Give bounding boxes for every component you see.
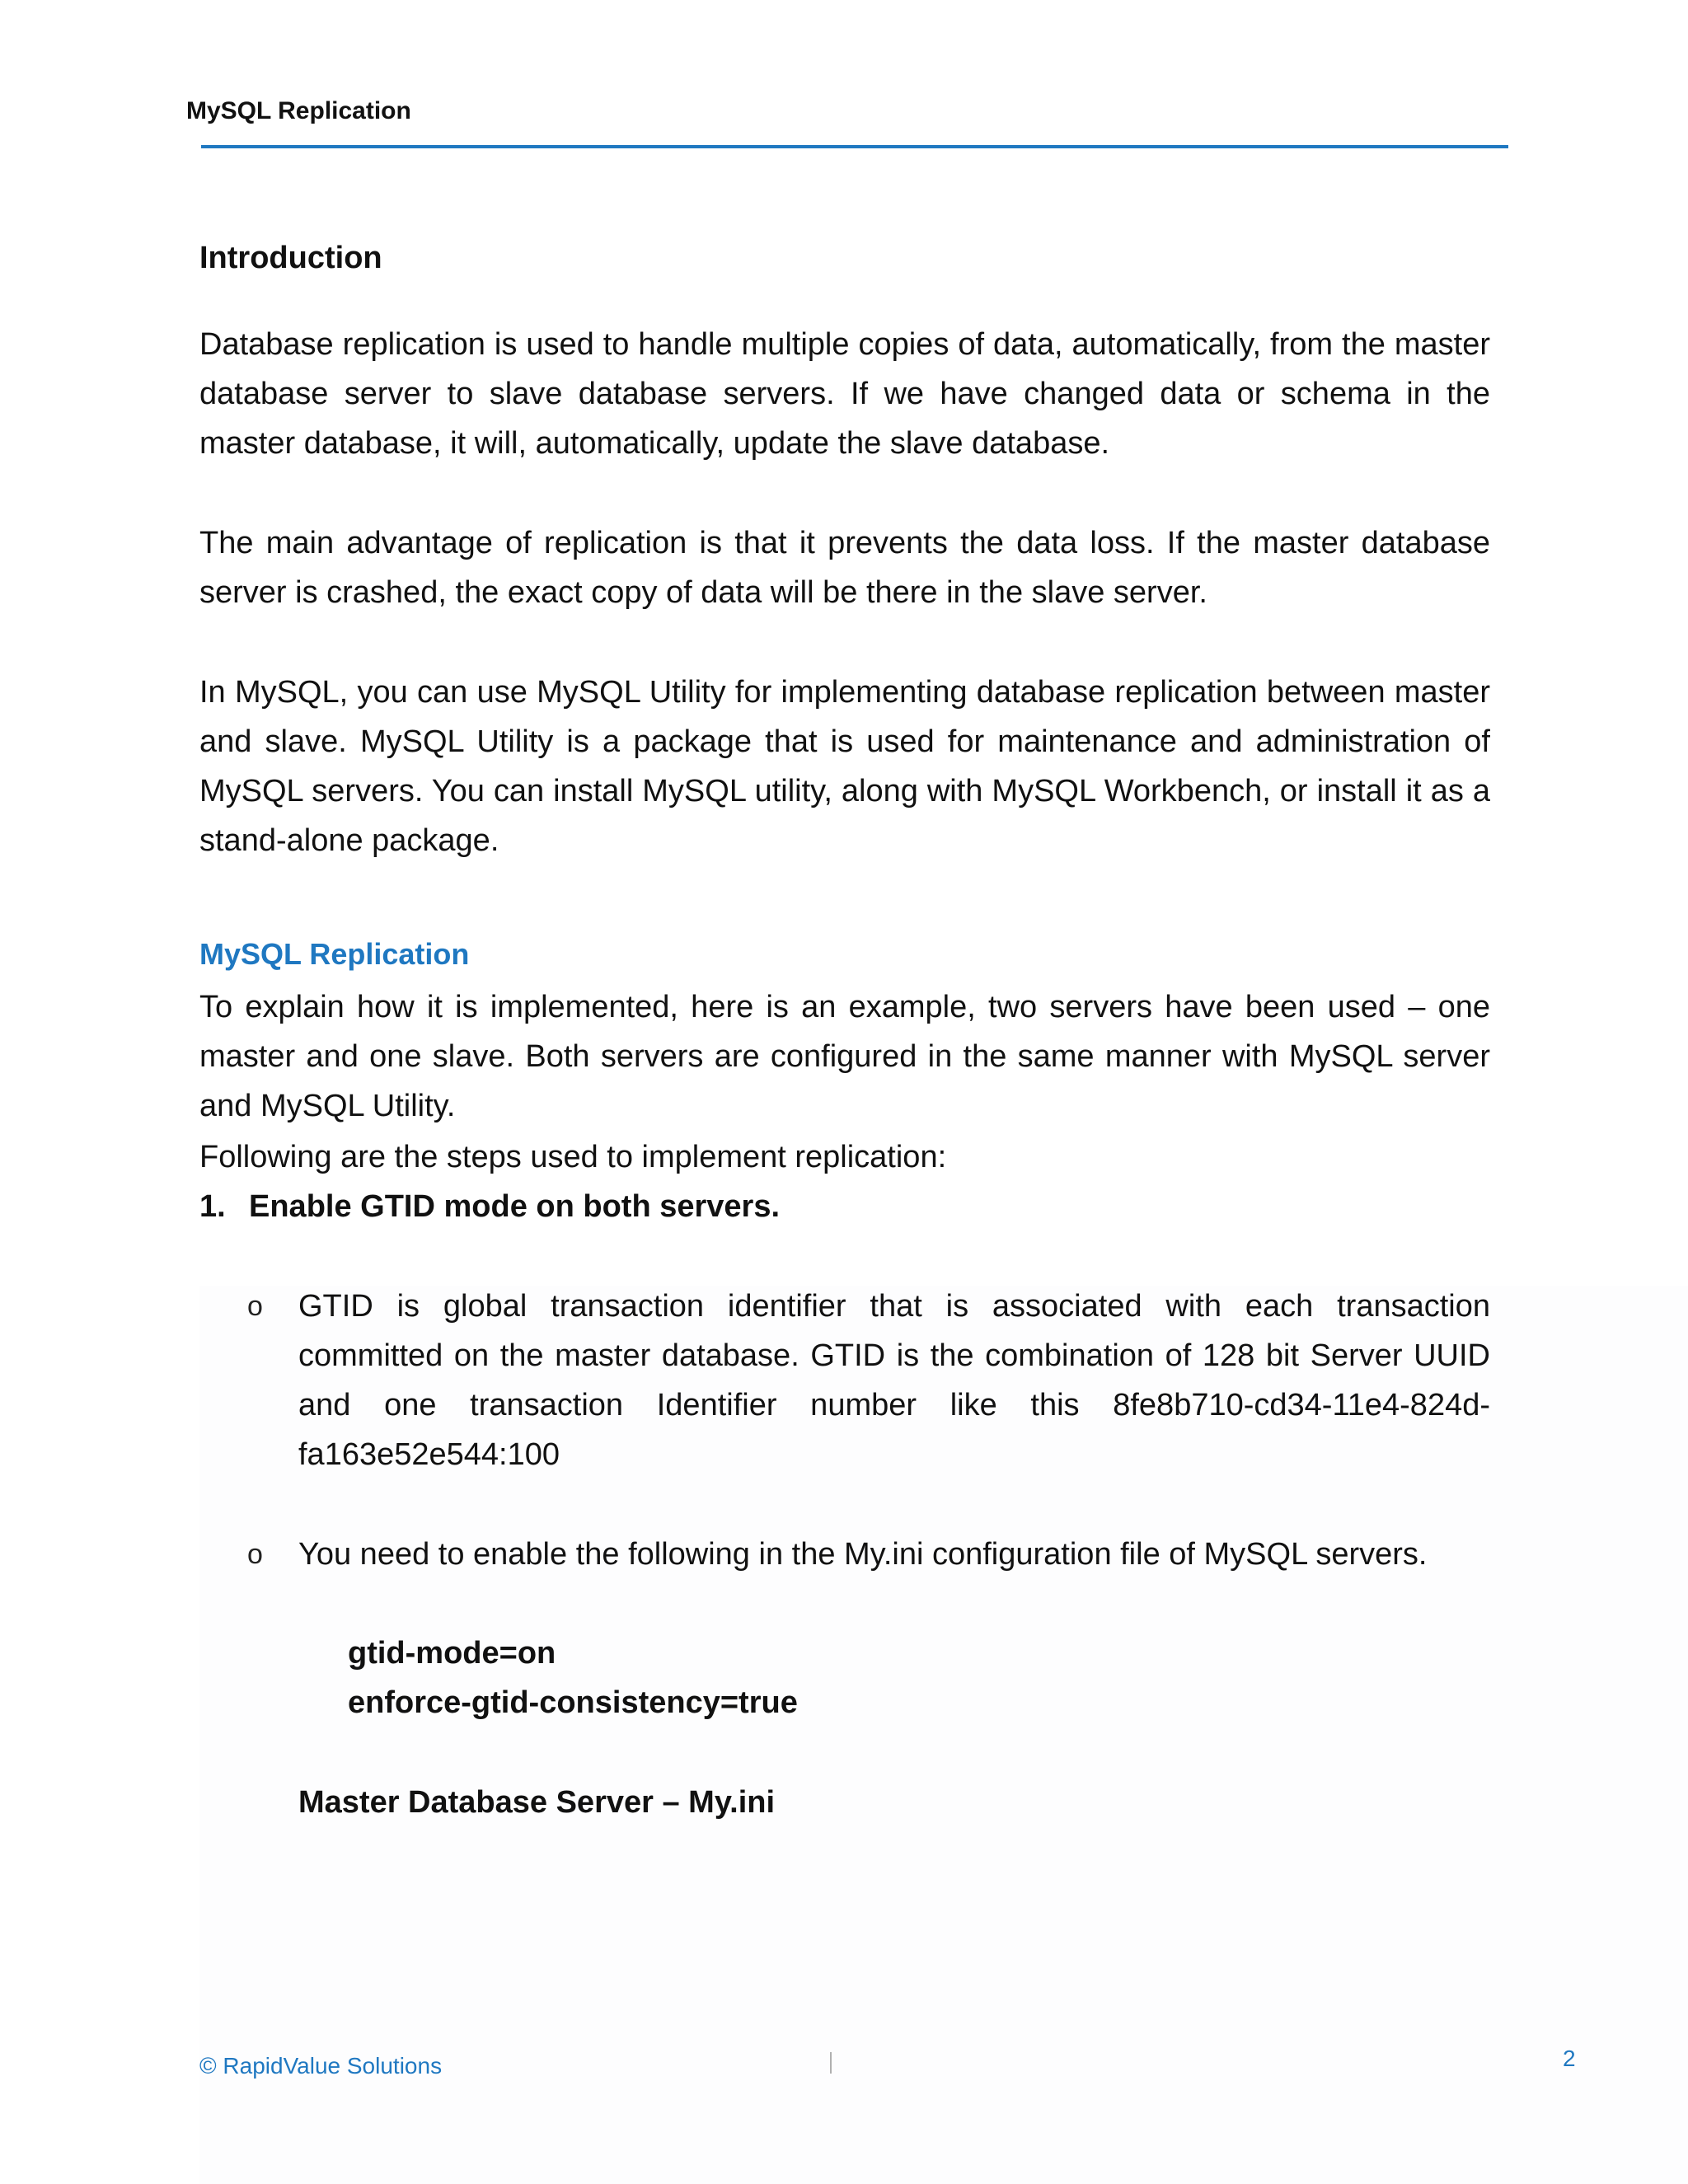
config-line-gtid-mode: gtid-mode=on xyxy=(348,1636,556,1671)
bullet-marker: o xyxy=(247,1539,263,1570)
replication-heading: MySQL Replication xyxy=(199,937,470,971)
steps-intro: Following are the steps used to implement replication: xyxy=(199,1140,947,1174)
step-1-heading xyxy=(199,1182,780,1231)
config-line-enforce-gtid: enforce-gtid-consistency=true xyxy=(348,1685,798,1720)
intro-paragraph-1: Database replication is used to handle multiple copies of data, automatically, from the master database server to slave database servers. If we have changed data or schema in the master database, it will, automatically, update the slave database. xyxy=(199,327,1490,461)
bullet-marker: o xyxy=(247,1291,263,1322)
footer-separator xyxy=(830,2052,832,2074)
header-rule xyxy=(201,145,1508,148)
config-instruction: You need to enable the following in the My.ini configuration file of MySQL servers. xyxy=(298,1537,1428,1572)
gtid-description: GTID is global transaction identifier that is associated with each transaction committed on the master database. GTID is the combination of 128 bit Server UUID and one transaction Identifier number like this 8fe8b710-cd34-11e4-824d-fa163e52e544:100 xyxy=(298,1289,1490,1472)
step-number: 1. xyxy=(199,1189,226,1224)
intro-paragraph-3: In MySQL, you can use MySQL Utility for implementing database replication between master and slave. MySQL Utility is a package that is used for maintenance and administration of MySQL servers. You can install MySQL utility, along with MySQL Workbench, or install it as a stand-alone package. xyxy=(199,675,1490,858)
replication-paragraph: To explain how it is implemented, here is an example, two servers have been used – one master and one slave. Both servers are configured in the same manner with MySQL server and MySQL Utility. xyxy=(199,990,1490,1123)
running-header-title: MySQL Replication xyxy=(186,97,411,124)
introduction-heading: Introduction xyxy=(199,241,382,275)
footer-copyright: © RapidValue Solutions xyxy=(199,2053,443,2079)
step-title: Enable GTID mode on both servers. xyxy=(249,1189,781,1224)
intro-paragraph-2: The main advantage of replication is that it prevents the data loss. If the master database server is crashed, the exact copy of data will be there in the slave server. xyxy=(199,526,1490,610)
master-config-label: Master Database Server – My.ini xyxy=(298,1785,776,1820)
page-number: 2 xyxy=(1563,2046,1576,2071)
